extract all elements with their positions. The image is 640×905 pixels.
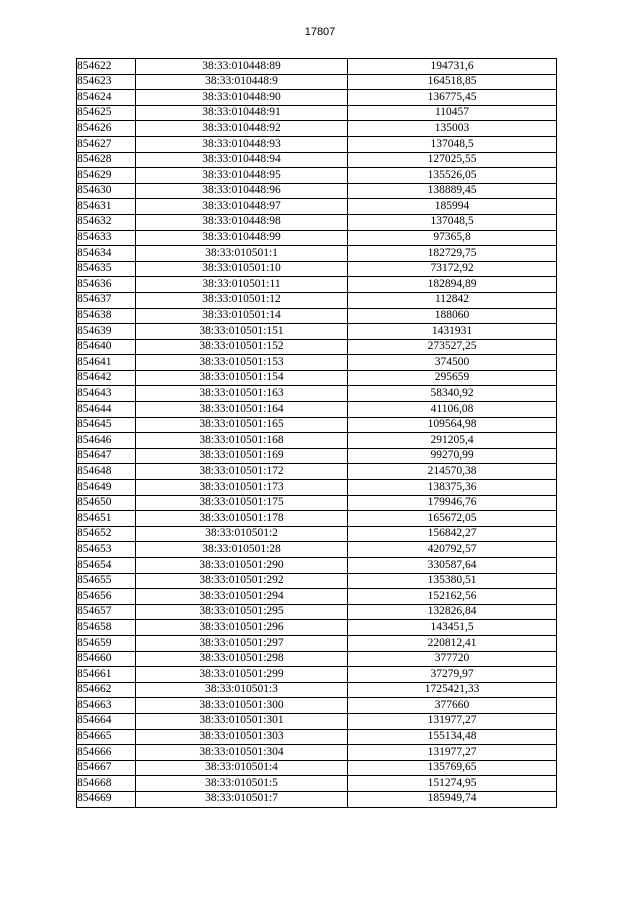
cadastral-number-cell: 38:33:010501:153	[136, 355, 348, 371]
row-number-cell: 854652	[77, 526, 136, 542]
table-row	[77, 542, 557, 558]
row-number-cell: 854662	[77, 682, 136, 698]
table-row	[77, 277, 557, 293]
cadastral-value-cell: 131977,27	[348, 713, 557, 729]
table-row	[77, 74, 557, 90]
row-number-cell: 854625	[77, 105, 136, 121]
cadastral-value-cell: 185994	[348, 199, 557, 215]
cadastral-value-cell: 377660	[348, 698, 557, 714]
cadastral-number-cell: 38:33:010501:299	[136, 667, 348, 683]
row-number-cell: 854634	[77, 246, 136, 262]
table-row	[77, 620, 557, 636]
page-number: 17807	[304, 26, 336, 38]
table-row	[77, 776, 557, 792]
cadastral-value-cell: 135003	[348, 121, 557, 137]
table-row	[77, 635, 557, 651]
cadastral-value-cell: 41106,08	[348, 402, 557, 418]
table-row	[77, 573, 557, 589]
cadastral-value-cell: 377720	[348, 651, 557, 667]
row-number-cell: 854648	[77, 464, 136, 480]
cadastral-number-cell: 38:33:010501:164	[136, 402, 348, 418]
cadastral-value-cell: 110457	[348, 105, 557, 121]
cadastral-value-cell: 151274,95	[348, 776, 557, 792]
table-body	[77, 59, 557, 808]
cadastral-value-cell: 194731,6	[348, 59, 557, 75]
table-row	[77, 433, 557, 449]
row-number-cell: 854650	[77, 495, 136, 511]
row-number-cell: 854627	[77, 136, 136, 152]
cadastral-value-cell: 165672,05	[348, 511, 557, 527]
cadastral-number-cell: 38:33:010501:304	[136, 745, 348, 761]
row-number-cell: 854646	[77, 433, 136, 449]
cadastral-number-cell: 38:33:010448:96	[136, 183, 348, 199]
cadastral-number-cell: 38:33:010501:5	[136, 776, 348, 792]
cadastral-value-cell: 295659	[348, 370, 557, 386]
cadastral-number-cell: 38:33:010501:173	[136, 480, 348, 496]
cadastral-number-cell: 38:33:010448:92	[136, 121, 348, 137]
cadastral-number-cell: 38:33:010501:151	[136, 324, 348, 340]
cadastral-number-cell: 38:33:010448:99	[136, 230, 348, 246]
cadastral-number-cell: 38:33:010501:169	[136, 448, 348, 464]
row-number-cell: 854643	[77, 386, 136, 402]
table-row	[77, 402, 557, 418]
cadastral-value-table	[76, 58, 557, 808]
cadastral-value-cell: 188060	[348, 308, 557, 324]
table-row	[77, 121, 557, 137]
cadastral-value-cell: 330587,64	[348, 558, 557, 574]
row-number-cell: 854663	[77, 698, 136, 714]
cadastral-value-cell: 182729,75	[348, 246, 557, 262]
cadastral-value-cell: 164518,85	[348, 74, 557, 90]
table-row	[77, 292, 557, 308]
cadastral-number-cell: 38:33:010501:165	[136, 417, 348, 433]
cadastral-number-cell: 38:33:010501:28	[136, 542, 348, 558]
cadastral-value-cell: 182894,89	[348, 277, 557, 293]
table-row	[77, 214, 557, 230]
row-number-cell: 854640	[77, 339, 136, 355]
cadastral-number-cell: 38:33:010501:4	[136, 760, 348, 776]
table-row	[77, 526, 557, 542]
row-number-cell: 854645	[77, 417, 136, 433]
cadastral-value-cell: 135769,65	[348, 760, 557, 776]
table-row	[77, 698, 557, 714]
table-row	[77, 417, 557, 433]
cadastral-value-cell: 135380,51	[348, 573, 557, 589]
cadastral-number-cell: 38:33:010448:90	[136, 90, 348, 106]
cadastral-number-cell: 38:33:010501:298	[136, 651, 348, 667]
cadastral-number-cell: 38:33:010501:295	[136, 604, 348, 620]
row-number-cell: 854638	[77, 308, 136, 324]
cadastral-value-cell: 138375,36	[348, 480, 557, 496]
table-row	[77, 604, 557, 620]
table-row	[77, 370, 557, 386]
row-number-cell: 854641	[77, 355, 136, 371]
cadastral-number-cell: 38:33:010501:296	[136, 620, 348, 636]
row-number-cell: 854636	[77, 277, 136, 293]
table-row	[77, 199, 557, 215]
table-row	[77, 791, 557, 807]
cadastral-number-cell: 38:33:010501:1	[136, 246, 348, 262]
cadastral-number-cell: 38:33:010501:290	[136, 558, 348, 574]
cadastral-number-cell: 38:33:010501:297	[136, 635, 348, 651]
cadastral-number-cell: 38:33:010501:292	[136, 573, 348, 589]
row-number-cell: 854668	[77, 776, 136, 792]
cadastral-value-cell: 143451,5	[348, 620, 557, 636]
row-number-cell: 854635	[77, 261, 136, 277]
cadastral-value-cell: 155134,48	[348, 729, 557, 745]
table-row	[77, 729, 557, 745]
row-number-cell: 854633	[77, 230, 136, 246]
row-number-cell: 854664	[77, 713, 136, 729]
row-number-cell: 854639	[77, 324, 136, 340]
cadastral-number-cell: 38:33:010501:11	[136, 277, 348, 293]
row-number-cell: 854629	[77, 168, 136, 184]
cadastral-number-cell: 38:33:010448:9	[136, 74, 348, 90]
cadastral-number-cell: 38:33:010448:94	[136, 152, 348, 168]
cadastral-value-cell: 185949,74	[348, 791, 557, 807]
cadastral-value-cell: 136775,45	[348, 90, 557, 106]
cadastral-number-cell: 38:33:010501:152	[136, 339, 348, 355]
row-number-cell: 854659	[77, 635, 136, 651]
row-number-cell: 854655	[77, 573, 136, 589]
table-row	[77, 136, 557, 152]
cadastral-value-cell: 1431931	[348, 324, 557, 340]
cadastral-number-cell: 38:33:010501:12	[136, 292, 348, 308]
row-number-cell: 854623	[77, 74, 136, 90]
row-number-cell: 854660	[77, 651, 136, 667]
row-number-cell: 854656	[77, 589, 136, 605]
cadastral-value-cell: 99270,99	[348, 448, 557, 464]
cadastral-number-cell: 38:33:010501:163	[136, 386, 348, 402]
table-row	[77, 480, 557, 496]
row-number-cell: 854630	[77, 183, 136, 199]
cadastral-number-cell: 38:33:010448:91	[136, 105, 348, 121]
cadastral-number-cell: 38:33:010501:178	[136, 511, 348, 527]
row-number-cell: 854653	[77, 542, 136, 558]
row-number-cell: 854669	[77, 791, 136, 807]
table-row	[77, 152, 557, 168]
row-number-cell: 854637	[77, 292, 136, 308]
cadastral-number-cell: 38:33:010501:154	[136, 370, 348, 386]
table-row	[77, 183, 557, 199]
row-number-cell: 854661	[77, 667, 136, 683]
cadastral-number-cell: 38:33:010448:97	[136, 199, 348, 215]
row-number-cell: 854665	[77, 729, 136, 745]
cadastral-number-cell: 38:33:010501:2	[136, 526, 348, 542]
cadastral-value-cell: 220812,41	[348, 635, 557, 651]
cadastral-value-cell: 420792,57	[348, 542, 557, 558]
cadastral-value-cell: 127025,55	[348, 152, 557, 168]
table-row	[77, 308, 557, 324]
row-number-cell: 854624	[77, 90, 136, 106]
cadastral-number-cell: 38:33:010501:300	[136, 698, 348, 714]
table-row	[77, 713, 557, 729]
cadastral-number-cell: 38:33:010501:7	[136, 791, 348, 807]
cadastral-value-cell: 109564,98	[348, 417, 557, 433]
cadastral-number-cell: 38:33:010501:14	[136, 308, 348, 324]
table-row	[77, 230, 557, 246]
cadastral-value-cell: 132826,84	[348, 604, 557, 620]
table-row	[77, 589, 557, 605]
table-row	[77, 168, 557, 184]
table-row	[77, 760, 557, 776]
row-number-cell: 854651	[77, 511, 136, 527]
cadastral-value-cell: 112842	[348, 292, 557, 308]
row-number-cell: 854632	[77, 214, 136, 230]
cadastral-value-cell: 131977,27	[348, 745, 557, 761]
cadastral-number-cell: 38:33:010501:10	[136, 261, 348, 277]
table-row	[77, 464, 557, 480]
row-number-cell: 854647	[77, 448, 136, 464]
cadastral-number-cell: 38:33:010501:172	[136, 464, 348, 480]
cadastral-value-cell: 214570,38	[348, 464, 557, 480]
cadastral-number-cell: 38:33:010448:89	[136, 59, 348, 75]
cadastral-number-cell: 38:33:010448:98	[136, 214, 348, 230]
table-row	[77, 261, 557, 277]
cadastral-number-cell: 38:33:010501:294	[136, 589, 348, 605]
table-row	[77, 90, 557, 106]
cadastral-number-cell: 38:33:010501:168	[136, 433, 348, 449]
table-row	[77, 339, 557, 355]
table-row	[77, 682, 557, 698]
cadastral-number-cell: 38:33:010501:175	[136, 495, 348, 511]
cadastral-value-cell: 156842,27	[348, 526, 557, 542]
table-row	[77, 511, 557, 527]
cadastral-value-cell: 58340,92	[348, 386, 557, 402]
row-number-cell: 854622	[77, 59, 136, 75]
row-number-cell: 854658	[77, 620, 136, 636]
cadastral-value-cell: 97365,8	[348, 230, 557, 246]
table-row	[77, 558, 557, 574]
row-number-cell: 854626	[77, 121, 136, 137]
cadastral-value-cell: 138889,45	[348, 183, 557, 199]
cadastral-value-cell: 37279,97	[348, 667, 557, 683]
table-row	[77, 355, 557, 371]
cadastral-value-cell: 374500	[348, 355, 557, 371]
row-number-cell: 854649	[77, 480, 136, 496]
cadastral-number-cell: 38:33:010448:93	[136, 136, 348, 152]
table-row	[77, 386, 557, 402]
table-row	[77, 324, 557, 340]
table-row	[77, 651, 557, 667]
table-row	[77, 667, 557, 683]
cadastral-value-cell: 135526,05	[348, 168, 557, 184]
cadastral-value-cell: 152162,56	[348, 589, 557, 605]
row-number-cell: 854631	[77, 199, 136, 215]
cadastral-value-cell: 291205,4	[348, 433, 557, 449]
row-number-cell: 854654	[77, 558, 136, 574]
cadastral-value-cell: 273527,25	[348, 339, 557, 355]
cadastral-number-cell: 38:33:010501:301	[136, 713, 348, 729]
row-number-cell: 854657	[77, 604, 136, 620]
table-row	[77, 246, 557, 262]
cadastral-value-cell: 73172,92	[348, 261, 557, 277]
cadastral-number-cell: 38:33:010501:303	[136, 729, 348, 745]
row-number-cell: 854666	[77, 745, 136, 761]
cadastral-number-cell: 38:33:010501:3	[136, 682, 348, 698]
cadastral-value-cell: 1725421,33	[348, 682, 557, 698]
row-number-cell: 854642	[77, 370, 136, 386]
row-number-cell: 854667	[77, 760, 136, 776]
row-number-cell: 854628	[77, 152, 136, 168]
table-row	[77, 105, 557, 121]
table-row	[77, 59, 557, 75]
table-row	[77, 745, 557, 761]
cadastral-value-cell: 179946,76	[348, 495, 557, 511]
row-number-cell: 854644	[77, 402, 136, 418]
cadastral-value-cell: 137048,5	[348, 136, 557, 152]
table-row	[77, 495, 557, 511]
cadastral-value-cell: 137048,5	[348, 214, 557, 230]
table-row	[77, 448, 557, 464]
cadastral-number-cell: 38:33:010448:95	[136, 168, 348, 184]
